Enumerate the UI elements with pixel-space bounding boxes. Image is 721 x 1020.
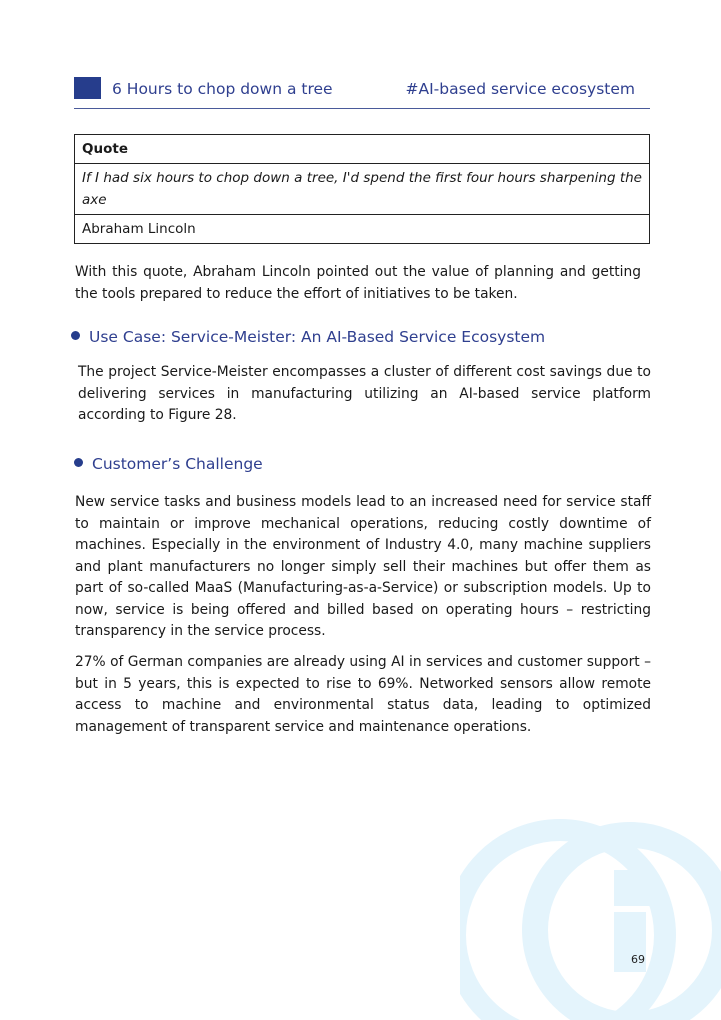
challenge-paragraph: 27% of German companies are already using AI in services and customer support – but in 5 years, this is expected to rise to 69%. Networked sensors allow remote access to machine and environmental status data, leading to optimized management of transparent service and maintenance operations. — [75, 654, 651, 735]
watermark-logo-icon — [460, 800, 721, 1020]
use-case-heading-text: Use Case: Service-Meister: An AI-Based Service Ecosystem — [89, 328, 546, 346]
quote-author: Abraham Lincoln — [75, 215, 650, 244]
section-hashtag: #AI-based service ecosystem — [405, 80, 635, 98]
intro-paragraph: With this quote, Abraham Lincoln pointed out the value of planning and getting the tools prepared to reduce the effort of initiatives to be taken. — [75, 264, 641, 302]
bullet-icon — [71, 331, 80, 340]
header-accent-square — [74, 77, 101, 99]
challenge-heading-text: Customer’s Challenge — [92, 455, 263, 473]
quote-table-header-row — [75, 135, 650, 164]
challenge-paragraph: New service tasks and business models lead to an increased need for service staff to maintain or improve mechanical operations, reducing costly downtime of machines. Especially in the environment of Industry 4.0, many machine suppliers and plant manufacturers no longer simply sell their machines but offer them as part of so-called MaaS (Manufacturing-as-a-Service) or subscription models. Up to now, service is being offered and billed based on operating hours – restricting transparency in the service process. — [75, 494, 651, 639]
quote-table-quote-row — [75, 164, 650, 215]
challenge-heading — [74, 455, 263, 473]
quote-table-author-row — [75, 215, 650, 244]
bullet-icon — [74, 458, 83, 467]
section-title: 6 Hours to chop down a tree — [112, 80, 333, 98]
quote-table — [74, 134, 650, 244]
use-case-heading — [71, 328, 545, 346]
use-case-paragraph: The project Service-Meister encompasses a cluster of different cost savings due to delivering services in manufacturing utilizing an AI-based service platform according to Figure 28. — [78, 364, 651, 423]
header-divider — [74, 108, 650, 109]
quote-heading: Quote — [75, 135, 650, 164]
page-number: 69 — [631, 953, 645, 966]
quote-text: If I had six hours to chop down a tree, I'd spend the first four hours sharpening the axe — [75, 164, 650, 215]
